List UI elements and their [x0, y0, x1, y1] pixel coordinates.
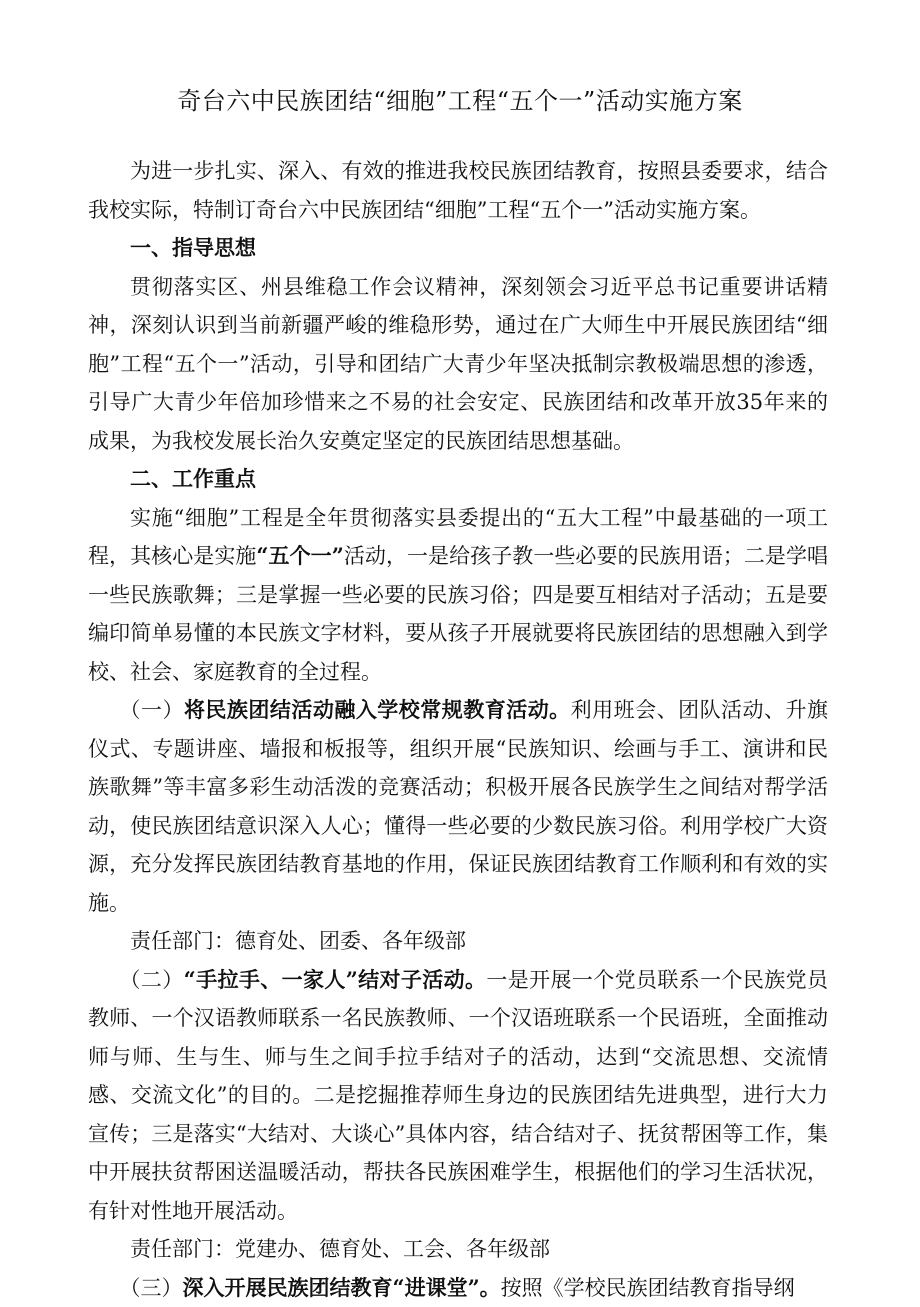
- work-focus-bold-term: “五个一”: [256, 543, 343, 568]
- work-focus-text-b: 活动，一是给孩子教一些必要的民族用语；二是学唱一些民族歌舞；三是掌握一些必要的民族习俗；四是要互相结对子活动；五是要编印简单易懂的本民族文字材料，要从孩子开展就要将民族团结的思想融入到学校、社会、家庭教育的全过程。: [88, 544, 828, 684]
- item-1-paragraph: [88, 691, 828, 922]
- item-2-text: 一是开展一个党员联系一个民族党员教师、一个汉语教师联系一名民族教师、一个汉语班联系一个民语班，全面推动师与师、生与生、师与生之间手拉手结对子的活动，达到“交流思想、交流情感、交流文化”的目的。二是挖掘推荐师生身边的民族团结先进典型，进行大力宣传；三是落实“大结对、大谈心”具体内容，结合结对子、抚贫帮困等工作，集中开展扶贫帮困送温暖活动，帮扶各民族困难学生，根据他们的学习生活状况，有针对性地开展活动。: [88, 968, 828, 1223]
- item-1-number: （一）: [120, 698, 184, 722]
- item-2-responsibility: 责任部门：党建办、德育处、工会、各年级部: [88, 1230, 828, 1269]
- guiding-ideology-paragraph: 贯彻落实区、州县维稳工作会议精神，深刻领会习近平总书记重要讲话精神，深刻认识到当前新疆严峻的维稳形势，通过在广大师生中开展民族团结“细胞”工程“五个一”活动，引导和团结广大青少年坚决抵制宗教极端思想的渗透，引导广大青少年倍加珍惜来之不易的社会安定、民族团结和改革开放35年来的成果，为我校发展长治久安奠定坚定的民族团结思想基础。: [88, 268, 828, 461]
- item-3-text: 按照《学校民族团结教育指导纲: [501, 1276, 795, 1300]
- section-heading-guiding-ideology: 一、指导思想: [88, 229, 828, 268]
- item-2-heading: “手拉手、一家人”结对子活动。: [184, 967, 487, 992]
- item-3-paragraph: [88, 1269, 828, 1307]
- item-2-paragraph: [88, 961, 828, 1231]
- work-focus-text-a: 实施“细胞”工程是全年贯彻落实县委提出的“五大工程”中最基础的一项工程，其核心是实施: [88, 506, 828, 569]
- work-focus-paragraph: [88, 499, 828, 692]
- document-body: [88, 152, 828, 1307]
- intro-paragraph: 为进一步扎实、深入、有效的推进我校民族团结教育，按照县委要求，结合我校实际，特制订奇台六中民族团结“细胞”工程“五个一”活动实施方案。: [88, 152, 828, 229]
- item-1-text: 利用班会、团队活动、升旗仪式、专题讲座、墙报和板报等，组织开展“民族知识、绘画与手工、演讲和民族歌舞”等丰富多彩生动活泼的竞赛活动；积极开展各民族学生之间结对帮学活动，使民族团结意识深入人心；懂得一些必要的少数民族习俗。利用学校广大资源，充分发挥民族团结教育基地的作用，保证民族团结教育工作顺利和有效的实施。: [88, 698, 828, 915]
- item-1-heading: 将民族团结活动融入学校常规教育活动。: [184, 697, 571, 722]
- item-2-number: （二）: [120, 968, 184, 992]
- item-1-responsibility: 责任部门：德育处、团委、各年级部: [88, 922, 828, 961]
- document-title: 奇台六中民族团结“细胞”工程“五个一”活动实施方案: [0, 84, 920, 118]
- item-3-number: （三）: [120, 1276, 183, 1300]
- item-3-heading: 深入开展民族团结教育“进课堂”。: [183, 1275, 501, 1300]
- section-heading-work-focus: 二、工作重点: [88, 460, 828, 499]
